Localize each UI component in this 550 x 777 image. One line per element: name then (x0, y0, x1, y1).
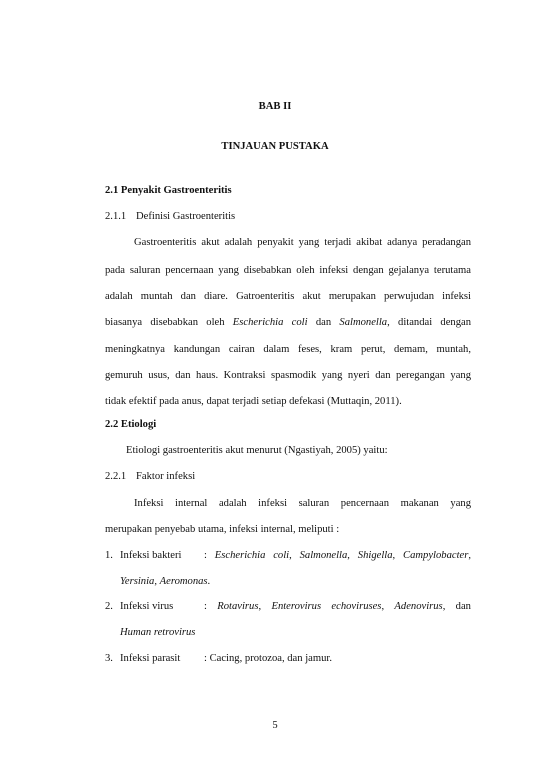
text: , (154, 576, 158, 587)
list-number: 2. (105, 601, 113, 612)
organism-name: Escherichia coli (214, 550, 290, 561)
paragraph-line: Gastroenteritis akut adalah penyakit yang terjadi akibat adanya peradangan (134, 237, 471, 248)
list-text (204, 602, 471, 613)
text: , (258, 601, 262, 612)
list-item (105, 653, 332, 665)
subsection-number: 2.1.1 (105, 211, 127, 222)
subsection-number: 2.2.1 (105, 471, 127, 482)
list-item-continuation (120, 628, 195, 639)
text: , (442, 601, 446, 612)
organism-name: Rotavirus (217, 601, 259, 612)
list-item (105, 602, 471, 613)
organism-name: Aeromonas (159, 576, 208, 587)
text: , (381, 601, 385, 612)
paragraph-line: tidak efektif pada anus, dapat terjadi setiap defekasi (Muttaqin, 2011). (105, 396, 402, 407)
organism-name: Salmonella (339, 317, 388, 328)
paragraph-line: meningkatnya kandungan cairan dalam feses, kram perut, demam, muntah, (105, 344, 471, 355)
section-heading-2-1: 2.1 Penyakit Gastroenteritis (105, 185, 232, 196)
list-label: Infeksi parasit (120, 653, 181, 664)
text: . (207, 576, 211, 587)
text: , (392, 550, 396, 561)
organism-name: Campylobacter (403, 550, 469, 561)
text: , (289, 550, 292, 561)
text: dan (307, 317, 340, 328)
organism-name: Human retrovirus (120, 627, 196, 638)
list-label: Infeksi virus (120, 601, 174, 612)
list-item (105, 551, 471, 562)
list-label: Infeksi bakteri (120, 550, 182, 561)
paragraph-line: merupakan penyebab utama, infeksi internal, meliputi : (105, 524, 340, 535)
list-text: : Cacing, protozoa, dan jamur. (204, 653, 332, 664)
paragraph-line: gemuruh usus, dan haus. Kontraksi spasmodik yang nyeri dan peregangan yang (105, 370, 471, 381)
subsection-title: Faktor infeksi (136, 471, 196, 482)
subsection-title: Definisi Gastroenteritis (136, 211, 236, 222)
text: , (347, 550, 350, 561)
list-text (204, 551, 471, 562)
text: biasanya disebabkan oleh (105, 317, 233, 328)
organism-name: Escherichia coli (232, 317, 308, 328)
paragraph-line: pada saluran pencernaan yang disebabkan oleh infeksi dengan gejalanya terutama (105, 265, 471, 276)
organism-name: Enterovirus echoviruses (271, 601, 382, 612)
chapter-number: BAB II (258, 101, 292, 112)
etiology-intro: Etiologi gastroenteritis akut menurut (Ngastiyah, 2005) yaitu: (126, 445, 388, 456)
organism-name: Shigella (357, 550, 393, 561)
list-number: 3. (105, 653, 113, 664)
subsection-2-2-1 (105, 471, 196, 483)
paragraph-line: Infeksi internal adalah infeksi saluran pencernaan makanan yang (134, 498, 471, 509)
text: , ditandai dengan (387, 317, 472, 328)
text: , (468, 550, 472, 561)
text: dan (455, 601, 471, 612)
page-number: 5 (272, 720, 278, 731)
paragraph-line: adalah muntah dan diare. Gatroenteritis akut merupakan perwujudan infeksi (105, 291, 471, 302)
organism-name: Yersinia (120, 576, 155, 587)
chapter-title: TINJAUAN PUSTAKA (221, 141, 329, 152)
paragraph-line (105, 318, 471, 329)
subsection-2-1-1 (105, 211, 236, 223)
text: : (204, 601, 207, 612)
section-heading-2-2: 2.2 Etiologi (105, 419, 157, 430)
list-item-continuation (120, 577, 210, 588)
organism-name: Adenovirus (394, 601, 443, 612)
list-number: 1. (105, 550, 113, 561)
organism-name: Salmonella (299, 550, 348, 561)
text: : (204, 550, 207, 561)
